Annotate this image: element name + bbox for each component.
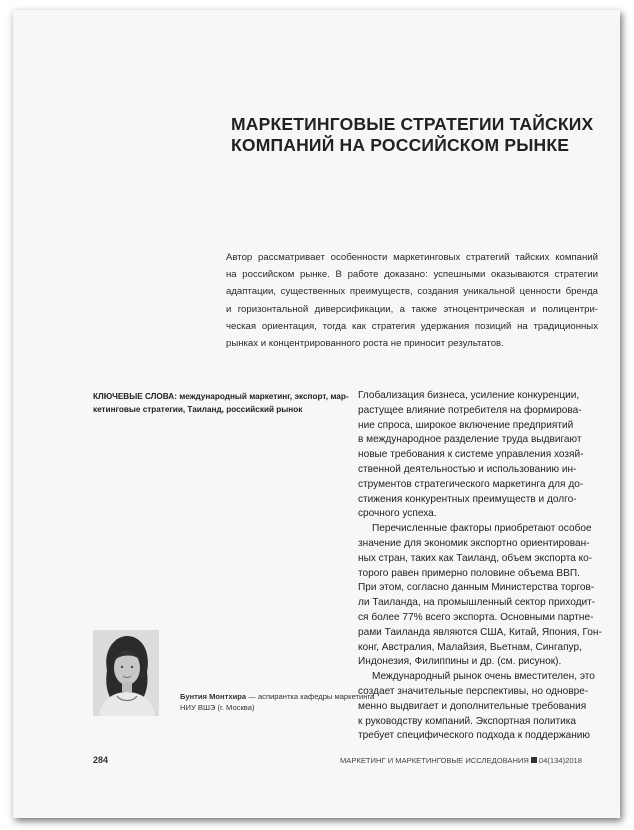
abstract-line: ческая ориентация, тогда как стратегия удержания позиций на традиционных: [226, 320, 598, 332]
article-body: [358, 389, 602, 744]
running-footer: [340, 756, 582, 765]
abstract-line: и горизонтальной диверсификации, а также этноцентрическая и полицентри-: [226, 303, 598, 315]
body-line: торого равен примерно половине объема ВВП.: [358, 567, 580, 579]
square-bullet-icon: [531, 757, 537, 763]
abstract-line: рынках и концентрированного роста не приносит результатов.: [226, 338, 504, 350]
title-line-2: КОМПАНИЙ НА РОССИЙСКОМ РЫНКЕ: [231, 135, 570, 155]
author-name: Бунтия Монтхира: [180, 692, 247, 701]
body-line: к руководству компаний. Экспортная политика: [358, 715, 577, 727]
body-line: растущее влияние потребителя на формирова-: [358, 404, 582, 416]
body-line: При этом, согласно данным Министерства торгов-: [358, 582, 595, 594]
body-line: создает значительные перспективы, но одновре-: [358, 685, 589, 697]
body-line: ных стран, таких как Таиланд, объем экспорта ко-: [358, 552, 593, 564]
body-line: рами Таиланда являются США, Китай, Япония, Гон-: [358, 626, 602, 638]
body-line: ственной деятельностью и использованию ин-: [358, 463, 577, 475]
keywords-text-1: международный маркетинг, экспорт, мар-: [179, 392, 349, 401]
journal-issue: 04(134)2018: [538, 756, 582, 765]
body-line: ние спроса, широкое включение предприятий: [358, 419, 574, 431]
author-line-1: [180, 691, 375, 702]
abstract-line: адаптации, существенных преимуществ, создания уникальной ценности бренда: [226, 286, 598, 298]
author-portrait-icon: [93, 630, 159, 716]
author-photo: [93, 630, 159, 716]
body-line: требует специфического подхода к поддержанию: [358, 730, 590, 742]
body-line: в международное разделение труда выдвигают: [358, 434, 582, 446]
body-line: новые требования к системе управления хозяй-: [358, 449, 584, 461]
abstract-line: Автор рассматривает особенности маркетинговых стратегий тайских компаний: [226, 252, 598, 263]
body-line: срочного успеха.: [358, 508, 437, 520]
page-number: 284: [93, 755, 109, 765]
author-role: — аспирантка кафедры маркетинга: [246, 692, 375, 701]
body-line: стижения конкурентных преимуществ и долго-: [358, 493, 577, 505]
body-line: Перечисленные факторы приобретают особое: [372, 523, 592, 535]
article-title: [231, 114, 611, 156]
body-line: Международный рынок очень вместителен, это: [372, 671, 595, 683]
body-line: конг, Австралия, Малайзия, Вьетнам, Сингапур,: [358, 641, 582, 653]
keywords-line-1: [93, 390, 349, 403]
body-line: ся более 77% всего экспорта. Основными партне-: [358, 611, 594, 623]
abstract: [226, 249, 598, 352]
keywords-line-2: кетинговые стратегии, Таиланд, российский рынок: [93, 405, 303, 414]
body-line: менно выдвигает и дополнительные требования: [358, 700, 587, 712]
author-info: [180, 691, 375, 713]
title-line-1: МАРКЕТИНГОВЫЕ СТРАТЕГИИ ТАЙСКИХ: [231, 114, 594, 134]
journal-page: [13, 10, 620, 818]
body-line: Глобализация бизнеса, усиление конкуренции,: [358, 390, 580, 401]
abstract-line: на российском рынке. В работе доказано: успешными оказываются стратегии: [226, 269, 598, 281]
body-line: значение для экономик экспортно ориентирован-: [358, 537, 590, 549]
body-line: ли Таиланда, на промышленный сектор приходит-: [358, 597, 596, 609]
keywords: [93, 390, 349, 416]
body-line: Индонезия, Филиппины и др. (см. рисунок).: [358, 656, 562, 668]
author-affiliation: НИУ ВШЭ (г. Москва): [180, 703, 255, 712]
keywords-label: КЛЮЧЕВЫЕ СЛОВА:: [93, 392, 177, 401]
journal-name: МАРКЕТИНГ И МАРКЕТИНГОВЫЕ ИССЛЕДОВАНИЯ: [339, 756, 529, 765]
body-line: струментов стратегического маркетинга для до-: [358, 478, 584, 490]
